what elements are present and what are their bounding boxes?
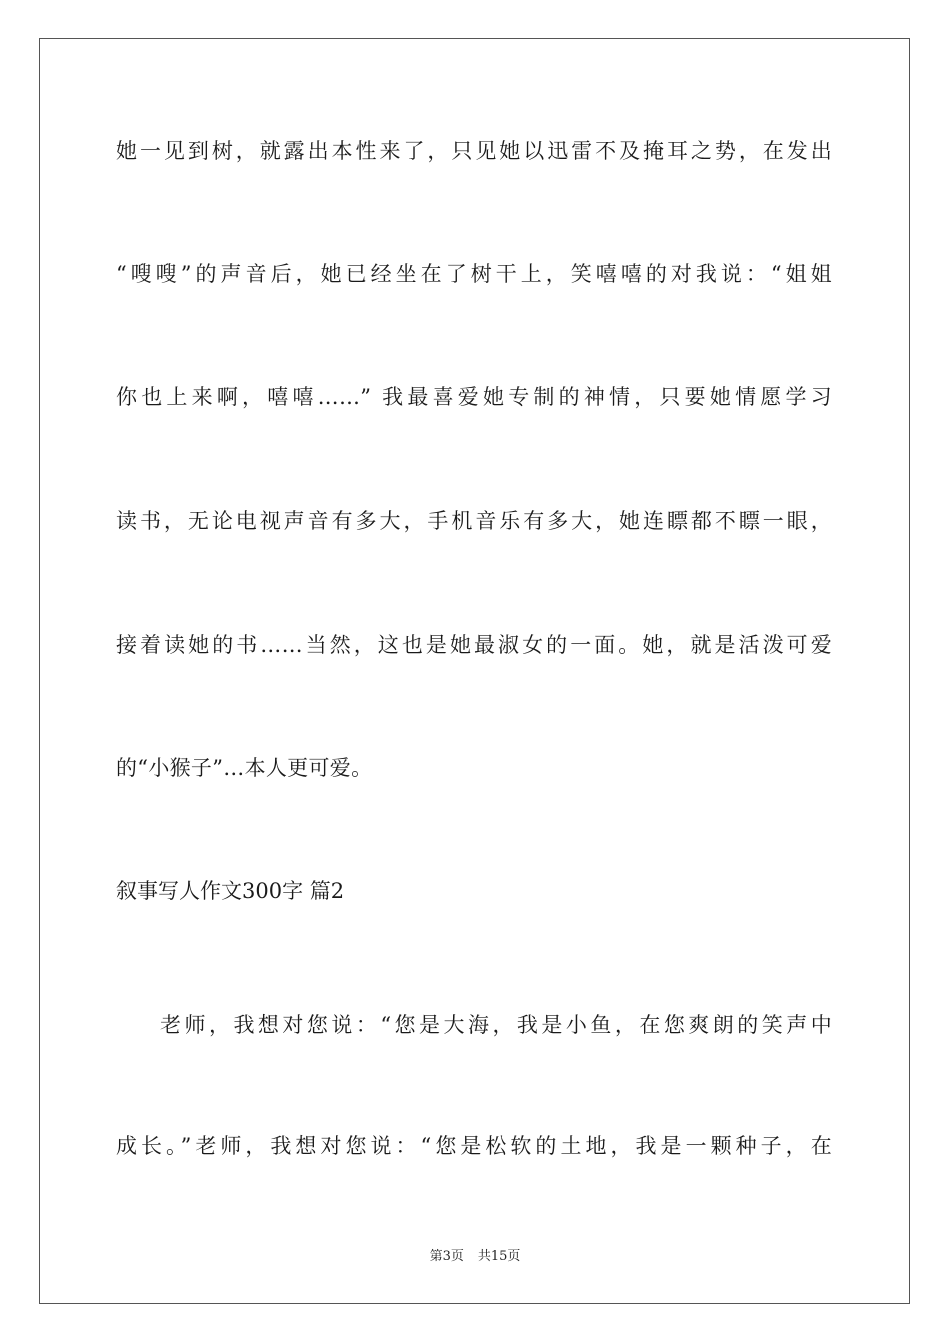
paragraph-line-6: 的“小猴子”…本人更可爱。 (116, 756, 373, 780)
paragraph-line-1: 她一见到树，就露出本性来了，只见她以迅雷不及掩耳之势，在发出 (116, 139, 832, 163)
page-number: 第3页 (429, 1249, 464, 1264)
section-line-2: 成长。”老师，我想对您说：“您是松软的土地，我是一颗种子，在 (116, 1134, 832, 1158)
page-frame (39, 38, 910, 1304)
paragraph-line-2: “嗖嗖”的声音后，她已经坐在了树干上，笑嘻嘻的对我说：“姐姐 (116, 262, 832, 286)
paragraph-line-5: 接着读她的书……当然，这也是她最淑女的一面。她，就是活泼可爱 (116, 633, 832, 657)
section-line-1: 老师，我想对您说：“您是大海，我是小鱼，在您爽朗的笑声中 (160, 1013, 832, 1037)
section-heading: 叙事写人作文300字 篇2 (116, 879, 345, 903)
paragraph-line-3: 你也上来啊，嘻嘻……” 我最喜爱她专制的神情，只要她情愿学习 (116, 385, 832, 409)
paragraph-line-4: 读书，无论电视声音有多大，手机音乐有多大，她连瞟都不瞟一眼， (116, 509, 832, 533)
page-total: 共15页 (477, 1249, 521, 1264)
page-footer (0, 1248, 950, 1266)
